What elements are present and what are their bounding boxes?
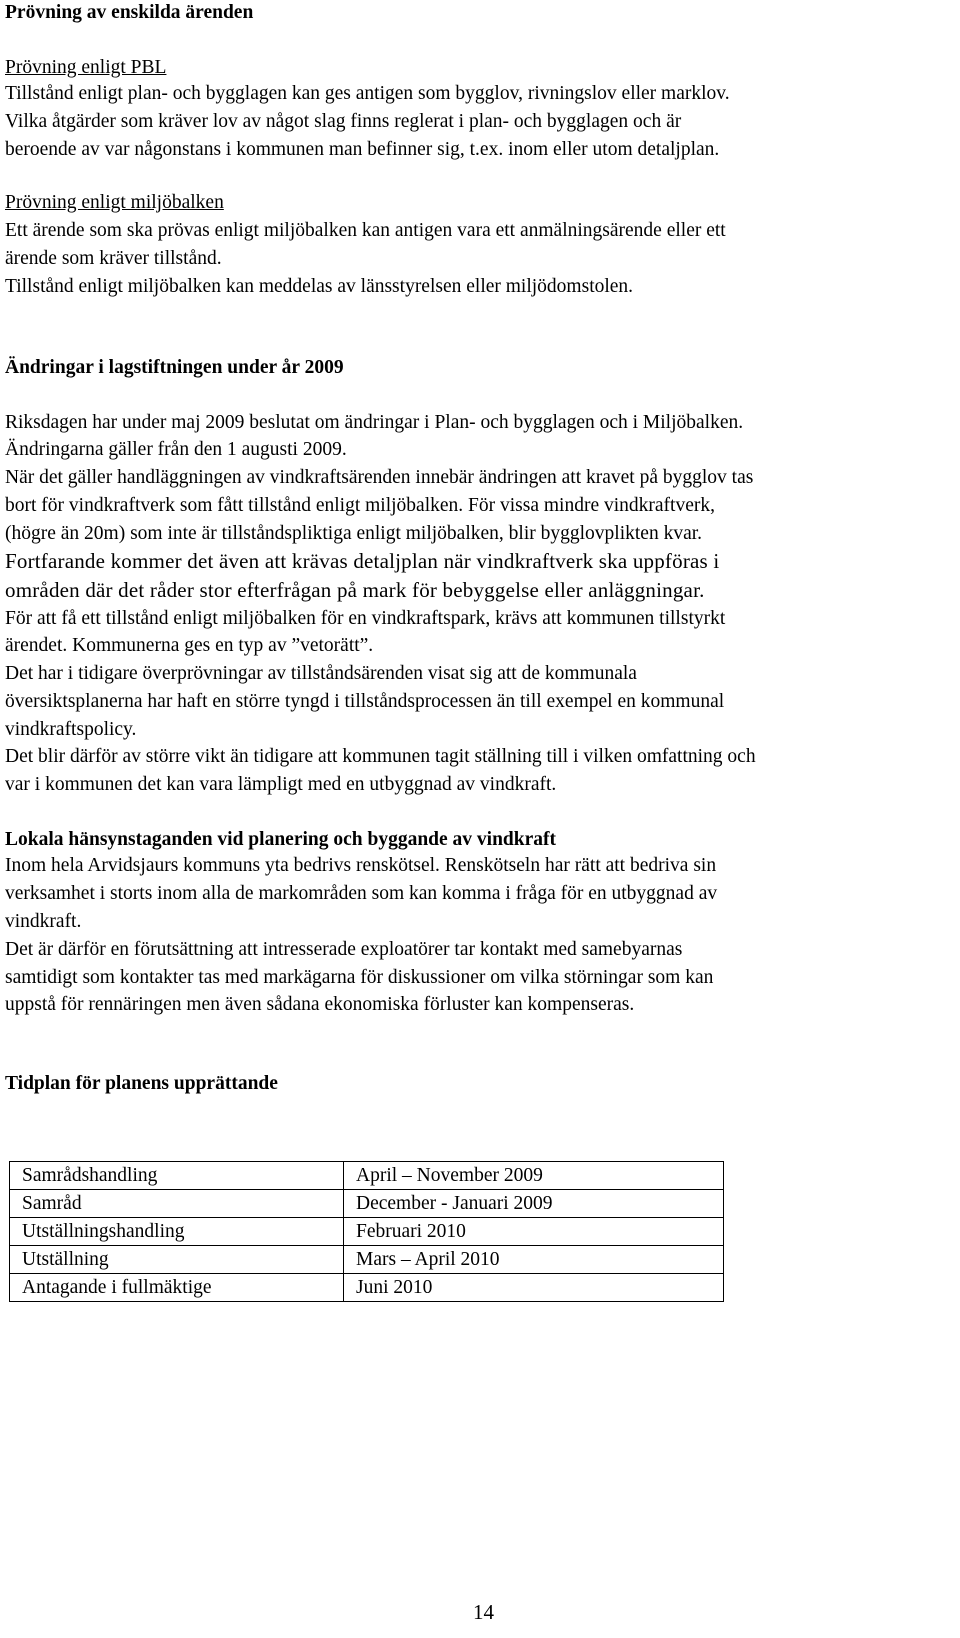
- paragraph-line: Det har i tidigare överprövningar av tillståndsärenden visat sig att de kommunala: [5, 663, 637, 684]
- stage-cell: Utställningshandling: [10, 1218, 344, 1246]
- paragraph-line: ärende som kräver tillstånd.: [5, 248, 222, 269]
- page-number: 14: [473, 1600, 494, 1624]
- stage-cell: Samråd: [10, 1190, 344, 1218]
- paragraph-line: vindkraftspolicy.: [5, 719, 137, 740]
- stage-cell: Utställning: [10, 1246, 344, 1274]
- paragraph-line: verksamhet i storts inom alla de markområden som kan komma i fråga för en utbyggnad av: [5, 883, 718, 904]
- paragraph-line: För att få ett tillstånd enligt miljöbalken för en vindkraftspark, krävs att kommunen tillstyrkt: [5, 608, 726, 629]
- paragraph-line: Det blir därför av större vikt än tidigare att kommunen tagit ställning till i vilken omfattning och: [5, 746, 756, 767]
- paragraph-line: vindkraft.: [5, 911, 82, 932]
- stage-cell: Samrådshandling: [10, 1162, 344, 1190]
- paragraph-line: Riksdagen har under maj 2009 beslutat om ändringar i Plan- och bygglagen och i Miljöbalken.: [5, 412, 744, 433]
- paragraph-line: Vilka åtgärder som kräver lov av något slag finns reglerat i plan- och bygglagen och är: [5, 111, 682, 132]
- paragraph-line: områden där det råder stor efterfrågan på mark för bebyggelse eller anläggningar.: [5, 578, 705, 602]
- subheading-miljobalken: Prövning enligt miljöbalken: [5, 192, 224, 213]
- section-heading-provning: Prövning av enskilda ärenden: [5, 2, 254, 23]
- paragraph-line: bort för vindkraftverk som fått tillstånd enligt miljöbalken. För vissa mindre vindkraftverk,: [5, 495, 715, 516]
- table-row: [10, 1218, 724, 1246]
- paragraph-line: var i kommunen det kan vara lämpligt med en utbyggnad av vindkraft.: [5, 774, 557, 795]
- paragraph-line: Fortfarande kommer det även att krävas detaljplan när vindkraftverk ska uppföras i: [5, 549, 720, 573]
- section-heading-tidplan: Tidplan för planens upprättande: [5, 1073, 278, 1094]
- subheading-pbl: Prövning enligt PBL: [5, 57, 167, 78]
- table-row: [10, 1162, 724, 1190]
- paragraph-line: samtidigt som kontakter tas med markägarna för diskussioner om vilka störningar som kan: [5, 967, 714, 988]
- period-cell: Februari 2010: [344, 1218, 724, 1246]
- paragraph-line: Ett ärende som ska prövas enligt miljöbalken kan antigen vara ett anmälningsärende eller ett: [5, 220, 726, 241]
- paragraph-line: beroende av var någonstans i kommunen man befinner sig, t.ex. inom eller utom detaljplan.: [5, 139, 720, 160]
- period-cell: Juni 2010: [344, 1274, 724, 1302]
- paragraph-line: Ändringarna gäller från den 1 augusti 2009.: [5, 439, 347, 460]
- paragraph-line: uppstå för rennäringen men även sådana ekonomiska förluster kan kompenseras.: [5, 994, 635, 1015]
- paragraph-line: Det är därför en förutsättning att intresserade exploatörer tar kontakt med samebyarnas: [5, 939, 683, 960]
- period-cell: December - Januari 2009: [344, 1190, 724, 1218]
- table-row: [10, 1274, 724, 1302]
- section-heading-andringar: Ändringar i lagstiftningen under år 2009: [5, 357, 344, 378]
- paragraph-line: (högre än 20m) som inte är tillståndspliktiga enligt miljöbalken, blir bygglovplikten kvar.: [5, 523, 703, 544]
- period-cell: April – November 2009: [344, 1162, 724, 1190]
- section-heading-lokala: Lokala hänsynstaganden vid planering och byggande av vindkraft: [5, 829, 557, 850]
- paragraph-line: Inom hela Arvidsjaurs kommuns yta bedrivs renskötsel. Renskötseln har rätt att bedriva sin: [5, 855, 717, 876]
- tidplan-table: [9, 1161, 724, 1302]
- paragraph-line: Tillstånd enligt miljöbalken kan meddelas av länsstyrelsen eller miljödomstolen.: [5, 276, 634, 297]
- paragraph-line: Tillstånd enligt plan- och bygglagen kan ges antigen som bygglov, rivningslov eller marklov.: [5, 83, 730, 104]
- paragraph-line: När det gäller handläggningen av vindkraftsärenden innebär ändringen att kravet på bygglov tas: [5, 467, 754, 488]
- paragraph-line: ärendet. Kommunerna ges en typ av ”vetorätt”.: [5, 635, 374, 656]
- paragraph-line: översiktsplanerna har haft en större tyngd i tillståndsprocessen än till exempel en kommunal: [5, 691, 725, 712]
- table-row: [10, 1246, 724, 1274]
- stage-cell: Antagande i fullmäktige: [10, 1274, 344, 1302]
- period-cell: Mars – April 2010: [344, 1246, 724, 1274]
- table-row: [10, 1190, 724, 1218]
